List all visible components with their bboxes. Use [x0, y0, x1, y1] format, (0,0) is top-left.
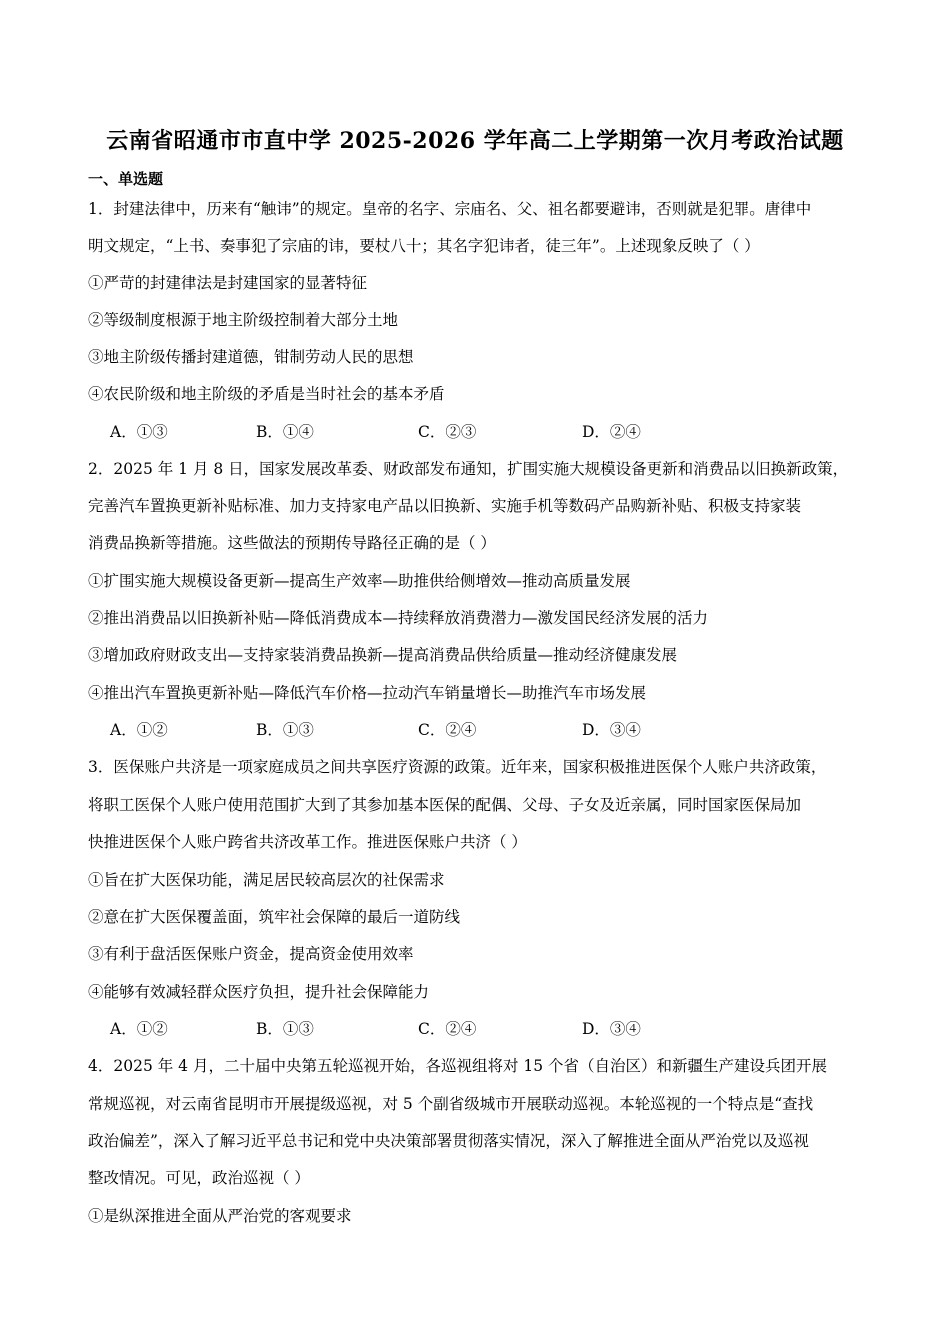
question-1-stem-line-1: 1．封建法律中，历来有“触讳”的规定。皇帝的名字、宗庙名、父、祖名都要避讳，否则就是犯罪。唐律中 — [88, 200, 812, 218]
question-4-stem-line-3: 政治偏差”，深入了解习近平总书记和党中央决策部署贯彻落实情况，深入了解推进全面从严治党以及巡视 — [88, 1132, 809, 1150]
question-4-stem-line-2: 常规巡视，对云南省昆明市开展提级巡视，对 5 个副省级城市开展联动巡视。本轮巡视的一个特点是“查找 — [88, 1095, 814, 1113]
question-3-item-4: ④能够有效减轻群众医疗负担，提升社会保障能力 — [88, 983, 430, 1001]
question-4-stem-line-1: 4．2025 年 4 月，二十届中央第五轮巡视开始，各巡视组将对 15 个省（自治区）和新疆生产建设兵团开展 — [88, 1057, 828, 1075]
question-3-option-a: A．①② — [110, 1020, 168, 1038]
page-title: 云南省昭通市市直中学 2025-2026 学年高二上学期第一次月考政治试题 — [106, 128, 844, 154]
question-2-item-3: ③增加政府财政支出—支持家装消费品换新—提高消费品供给质量—推动经济健康发展 — [88, 646, 678, 664]
question-1-item-2: ②等级制度根源于地主阶级控制着大部分土地 — [88, 311, 399, 329]
question-1-option-d: D．②④ — [582, 423, 641, 441]
question-2-option-b: B．①③ — [256, 721, 314, 739]
question-2-stem-line-2: 完善汽车置换更新补贴标准、加力支持家电产品以旧换新、实施手机等数码产品购新补贴、积极支持家装 — [88, 497, 802, 515]
question-2-item-4: ④推出汽车置换更新补贴—降低汽车价格—拉动汽车销量增长—助推汽车市场发展 — [88, 684, 647, 702]
question-2-stem-line-3: 消费品换新等措施。这些做法的预期传导路径正确的是（ ） — [88, 534, 496, 552]
question-3-item-3: ③有利于盘活医保账户资金，提高资金使用效率 — [88, 945, 414, 963]
question-1-stem-line-2: 明文规定，“上书、奏事犯了宗庙的讳，要杖八十；其名字犯讳者，徒三年”。上述现象反映了（ ） — [88, 237, 760, 255]
question-3-stem-line-1: 3．医保账户共济是一项家庭成员之间共享医疗资源的政策。近年来，国家积极推进医保个人账户共济政策， — [88, 758, 827, 776]
question-1-item-1: ①严苛的封建律法是封建国家的显著特征 — [88, 274, 368, 292]
question-4-item-1: ①是纵深推进全面从严治党的客观要求 — [88, 1207, 352, 1225]
question-3-option-b: B．①③ — [256, 1020, 314, 1038]
section-heading: 一、单选题 — [88, 170, 164, 188]
question-2-option-c: C．②④ — [418, 721, 477, 739]
question-2-stem-line-1: 2．2025 年 1 月 8 日，国家发展改革委、财政部发布通知，扩围实施大规模设备更新和消费品以旧换新政策， — [88, 460, 849, 478]
question-2-item-2: ②推出消费品以旧换新补贴—降低消费成本—持续释放消费潜力—激发国民经济发展的活力 — [88, 609, 709, 627]
question-1-option-a: A．①③ — [110, 423, 168, 441]
question-2-option-a: A．①② — [110, 721, 168, 739]
question-2-option-d: D．③④ — [582, 721, 641, 739]
question-3-stem-line-3: 快推进医保个人账户跨省共济改革工作。推进医保账户共济（ ） — [88, 833, 527, 851]
question-4-stem-line-4: 整改情况。可见，政治巡视（ ） — [88, 1169, 310, 1187]
question-3-option-d: D．③④ — [582, 1020, 641, 1038]
question-1-item-4: ④农民阶级和地主阶级的矛盾是当时社会的基本矛盾 — [88, 385, 445, 403]
question-1-option-b: B．①④ — [256, 423, 314, 441]
question-3-item-1: ①旨在扩大医保功能，满足居民较高层次的社保需求 — [88, 871, 445, 889]
question-3-stem-line-2: 将职工医保个人账户使用范围扩大到了其参加基本医保的配偶、父母、子女及近亲属，同时国家医保局加 — [88, 796, 802, 814]
question-1-option-c: C．②③ — [418, 423, 477, 441]
question-3-option-c: C．②④ — [418, 1020, 477, 1038]
question-2-item-1: ①扩围实施大规模设备更新—提高生产效率—助推供给侧增效—推动高质量发展 — [88, 572, 631, 590]
question-3-item-2: ②意在扩大医保覆盖面，筑牢社会保障的最后一道防线 — [88, 908, 461, 926]
question-1-item-3: ③地主阶级传播封建道德，钳制劳动人民的思想 — [88, 348, 414, 366]
